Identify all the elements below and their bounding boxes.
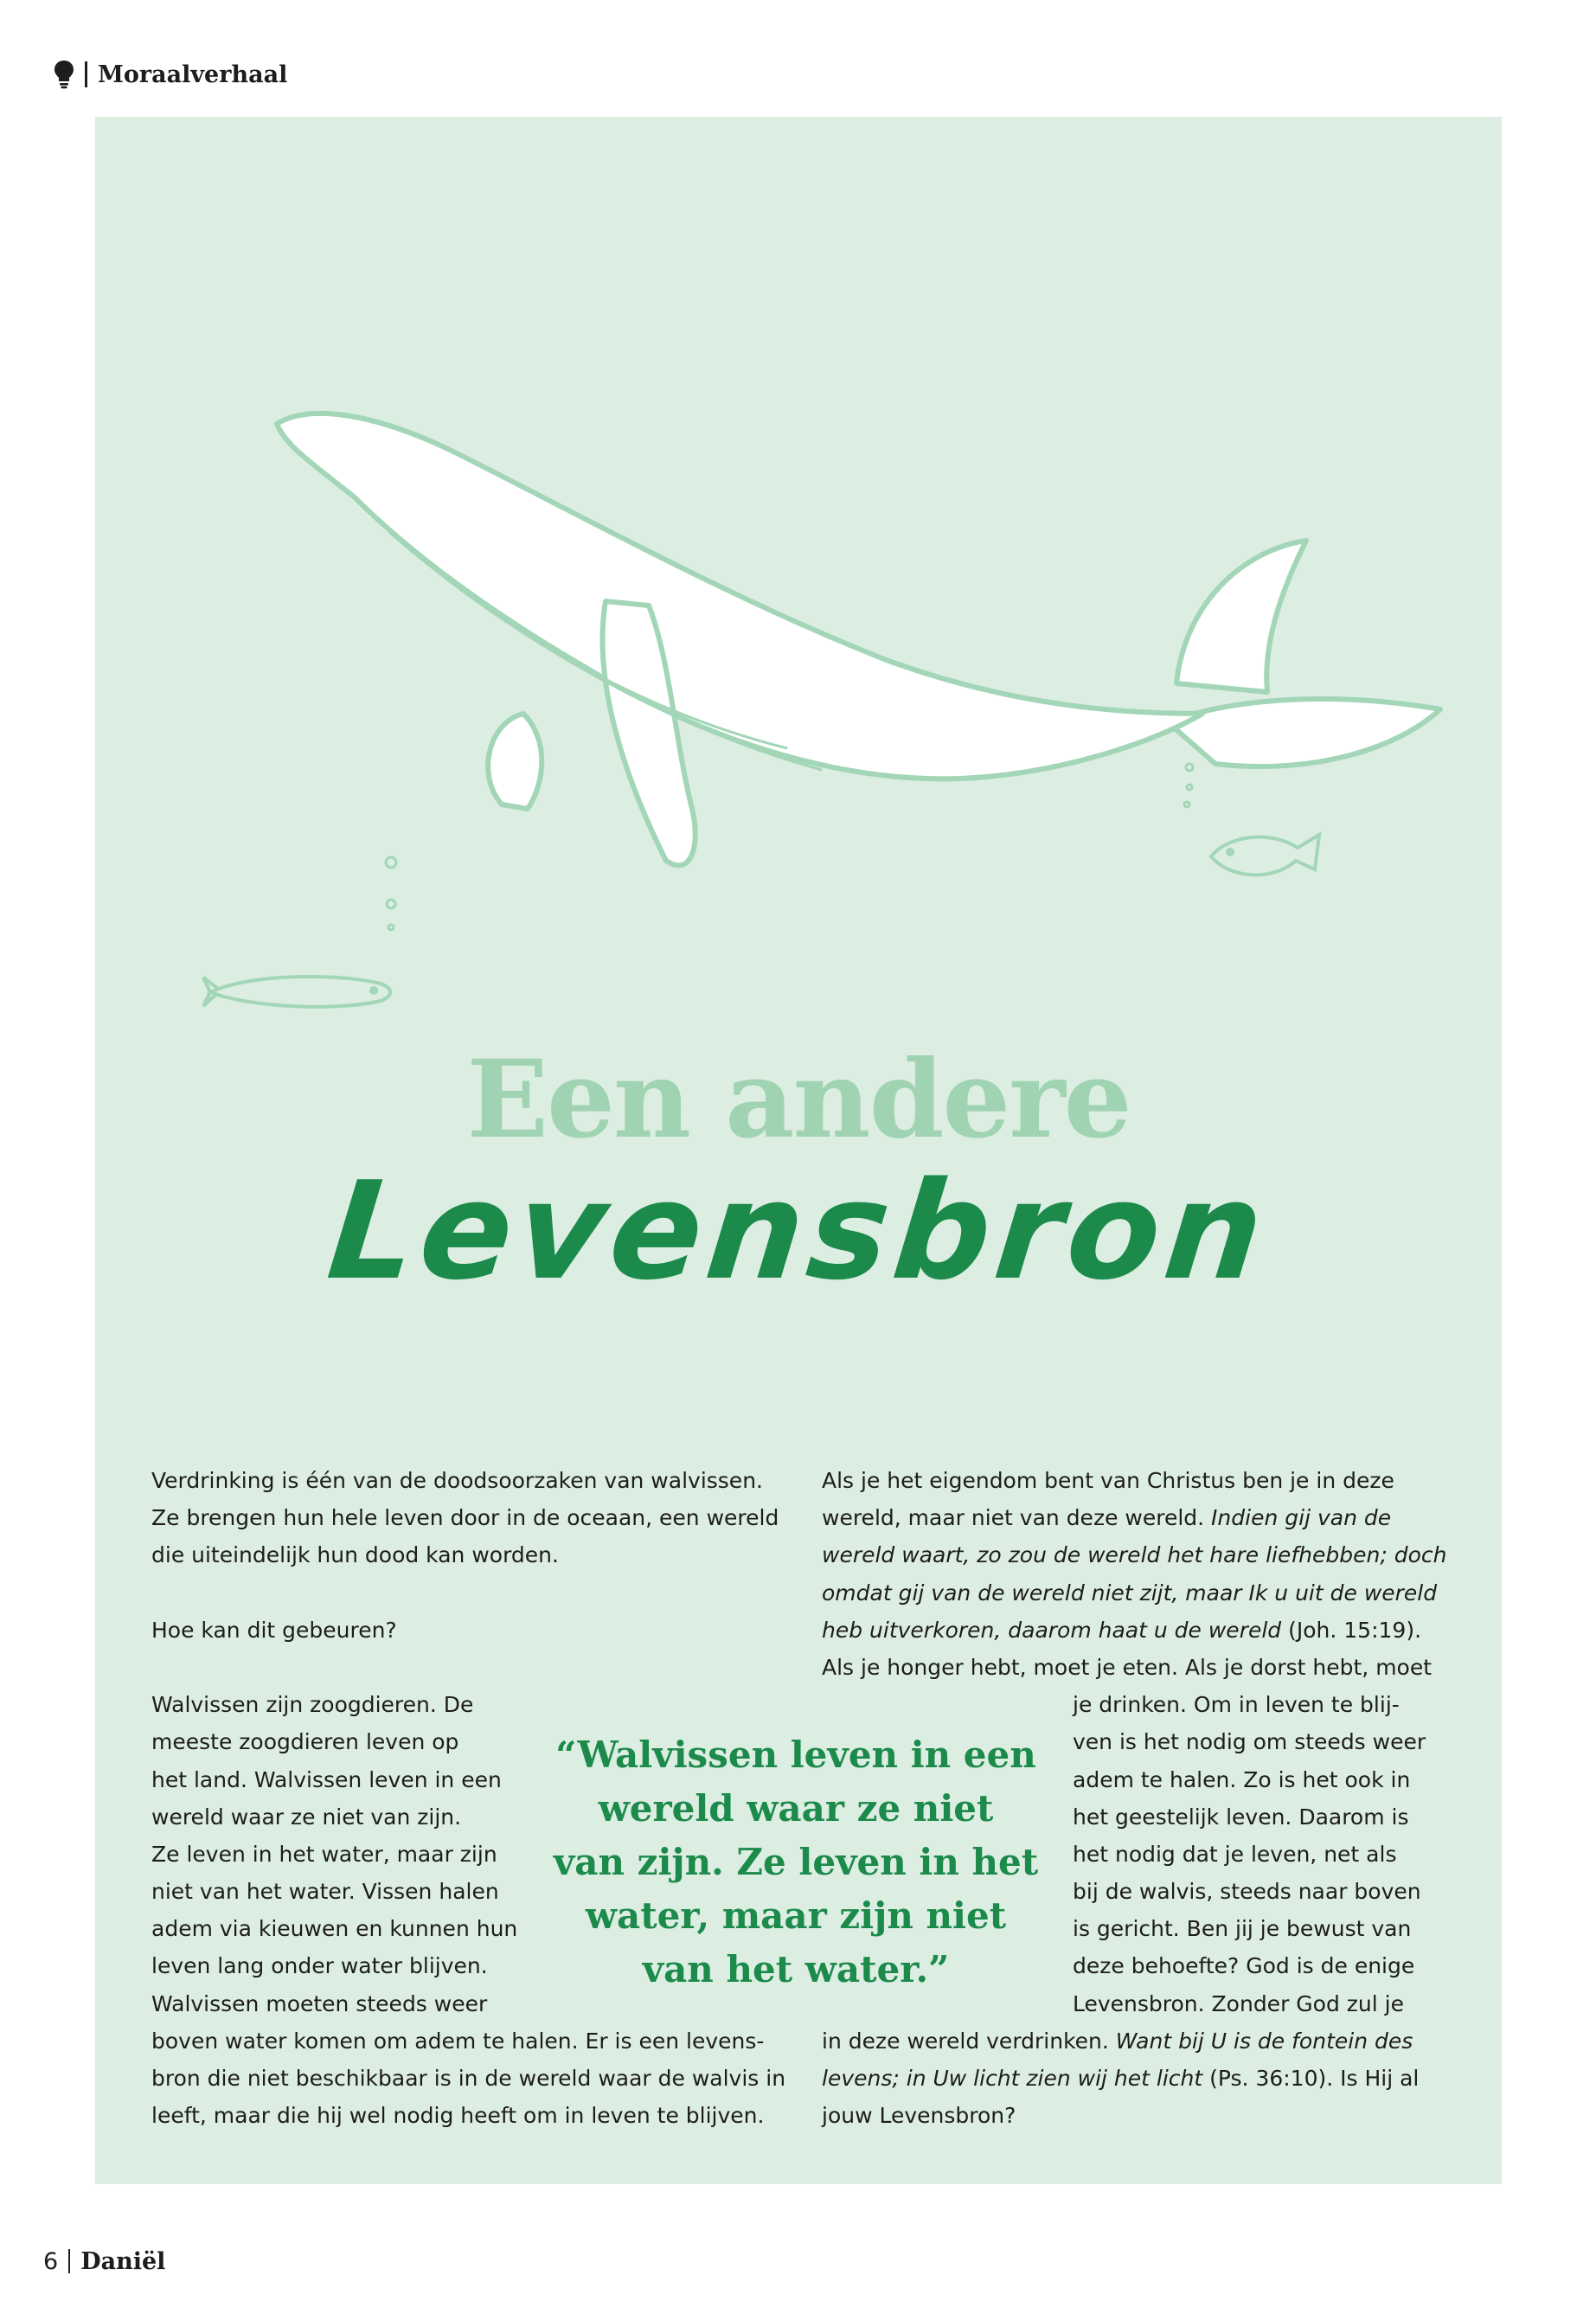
paragraph-line: adem te halen. Zo is het ook in: [1073, 1766, 1411, 1792]
paragraph-line: wereld waar ze niet van zijn.: [151, 1804, 462, 1830]
whale-tail-fin: [1176, 541, 1306, 692]
page-footer: [43, 2246, 165, 2277]
paragraph-line: [822, 1574, 1446, 1612]
paragraph-line: je drinken. Om in leven te blij-: [1073, 1692, 1400, 1718]
small-fish-right: [1211, 835, 1319, 875]
paragraph-line: deze behoefte? God is de enige: [1073, 1953, 1415, 1979]
pull-quote: [528, 1728, 1064, 1997]
paragraph-line: niet van het water. Vissen halen: [151, 1879, 499, 1905]
whale-belly-fin: [488, 714, 542, 809]
paragraph-line: Ze brengen hun hele leven door in de oceaan, een wereld: [151, 1505, 779, 1531]
blank-line: [151, 1574, 785, 1612]
bible-quote: heb uitverkoren, daarom haat u de wereld: [822, 1617, 1282, 1643]
whale-illustration: [95, 117, 1502, 1086]
paragraph-line: [822, 1499, 1446, 1536]
paragraph-line: jouw Levensbron?: [822, 2103, 1016, 2129]
bubble: [1187, 785, 1192, 790]
paragraph-line: [822, 1536, 1446, 1574]
pull-quote-line: water, maar zijn niet: [585, 1894, 1007, 1937]
paragraph-line: Als je het eigendom bent van Christus ben je in deze: [822, 1468, 1394, 1493]
blank-line: [151, 1649, 785, 1686]
paragraph-line: is gericht. Ben jij je bewust van: [1073, 1916, 1412, 1942]
title-line-2: Levensbron: [321, 1152, 1276, 1310]
paragraph-line: Hoe kan dit gebeuren?: [151, 1617, 397, 1643]
paragraph-line: het geestelijk leven. Daarom is: [1073, 1804, 1409, 1830]
paragraph-line: het land. Walvissen leven in een: [151, 1766, 502, 1792]
pull-quote-line: van het water.”: [642, 1948, 950, 1990]
whale-drawing: [277, 413, 1440, 865]
page-number: 6: [43, 2247, 59, 2275]
whale-tail-fluke: [1168, 699, 1440, 766]
whale-body: [277, 413, 1202, 779]
paragraph-line: Walvissen zijn zoogdieren. De: [151, 1692, 474, 1718]
text-run: wereld, maar niet van deze wereld.: [822, 1505, 1212, 1531]
paragraph-line: bij de walvis, steeds naar boven: [1073, 1879, 1421, 1905]
paragraph-line: meeste zoogdieren leven op: [151, 1729, 459, 1755]
magazine-name: Daniël: [80, 2247, 166, 2275]
bubble: [388, 925, 394, 930]
lightbulb-icon: [54, 60, 74, 89]
bible-reference: (Ps. 36:10). Is Hij al: [1202, 2066, 1420, 2091]
pull-quote-line: “Walvissen leven in een: [555, 1734, 1036, 1776]
paragraph-line: ven is het nodig om steeds weer: [1073, 1729, 1426, 1755]
paragraph-line: [822, 2060, 1446, 2097]
footer-divider: [68, 2249, 70, 2273]
header-divider: [85, 61, 87, 87]
bible-quote: Want bij U is de fontein des: [1115, 2028, 1413, 2054]
paragraph-line: die uiteindelijk hun dood kan worden.: [151, 1542, 559, 1568]
paragraph-line: Levensbron. Zonder God zul je: [1073, 1990, 1404, 2016]
bubble: [387, 900, 395, 908]
bubble: [1184, 802, 1189, 807]
pull-quote-line: van zijn. Ze leven in het: [553, 1841, 1039, 1883]
bible-quote: Indien gij van de: [1211, 1505, 1392, 1531]
bible-quote: levens; in Uw licht zien wij het licht: [822, 2066, 1203, 2091]
paragraph-line: leven lang onder water blijven.: [151, 1953, 488, 1979]
long-fish-left: [203, 977, 390, 1007]
title-line-1: Een andere: [466, 1037, 1131, 1163]
bible-reference: (Joh. 15:19).: [1281, 1617, 1422, 1643]
page-header: [54, 57, 287, 92]
paragraph-line: Ze leven in het water, maar zijn: [151, 1841, 497, 1867]
bible-quote: wereld waart, zo zou de wereld het hare liefhebben; doch: [822, 1542, 1447, 1568]
paragraph-line: [822, 2022, 1446, 2060]
pull-quote-line: wereld waar ze niet: [598, 1787, 994, 1830]
paragraph-line: Als je honger hebt, moet je eten. Als je dorst hebt, moet: [822, 1654, 1433, 1680]
paragraph-line: boven water komen om adem te halen. Er is een levens-: [151, 2028, 765, 2054]
section-label: Moraalverhaal: [98, 61, 288, 88]
paragraph-line: Verdrinking is één van de doodsoorzaken van walvissen.: [151, 1468, 763, 1493]
text-run: in deze wereld verdrinken.: [822, 2028, 1116, 2054]
bubble: [1186, 764, 1193, 771]
bubble: [386, 857, 396, 868]
paragraph-line: leeft, maar die hij wel nodig heeft om in leven te blijven.: [151, 2103, 765, 2129]
paragraph-line: het nodig dat je leven, net als: [1073, 1841, 1397, 1867]
paragraph-line: bron die niet beschikbaar is in de wereld waar de walvis in: [151, 2066, 786, 2091]
paragraph-line: adem via kieuwen en kunnen hun: [151, 1916, 518, 1942]
bible-quote: omdat gij van de wereld niet zijt, maar Ik u uit de wereld: [822, 1580, 1438, 1606]
paragraph-line: [822, 1612, 1446, 1649]
paragraph-line: Walvissen moeten steeds weer: [151, 1990, 488, 2016]
